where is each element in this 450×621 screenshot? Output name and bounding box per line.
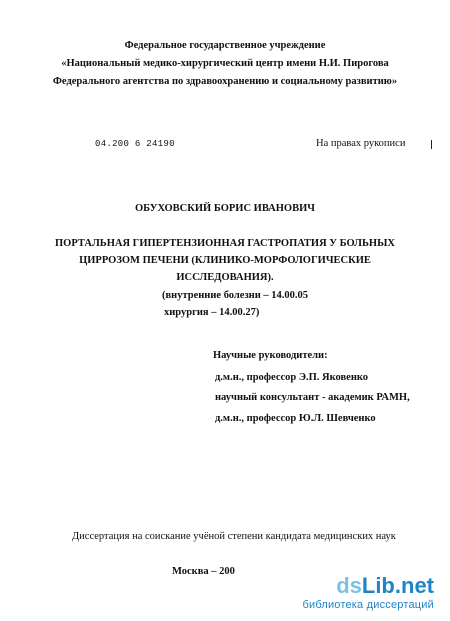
supervisor-line-1: д.м.н., профессор Э.П. Яковенко bbox=[215, 372, 369, 383]
supervisor-line-3: д.м.н., профессор Ю.Л. Шевченко bbox=[215, 413, 376, 424]
watermark-subtitle: библиотека диссертаций bbox=[302, 599, 434, 611]
title-line-3: ИССЛЕДОВАНИЯ). bbox=[176, 272, 274, 283]
watermark-logo-ds: ds bbox=[336, 573, 362, 598]
rights-notice: На правах рукописи bbox=[316, 138, 406, 149]
city-year: Москва – 200 bbox=[172, 566, 235, 577]
stamp-number: 04.200 6 24190 bbox=[95, 139, 175, 149]
supervisors-heading: Научные руководители: bbox=[213, 350, 328, 361]
watermark-logo-dot: . bbox=[394, 573, 401, 598]
watermark-logo-lib: Lib bbox=[361, 573, 395, 598]
degree-statement: Диссертация на соискание учёной степени кандидата медицинских наук bbox=[72, 531, 396, 542]
watermark bbox=[302, 575, 434, 611]
specialty-line-1: (внутренние болезни – 14.00.05 bbox=[162, 290, 309, 301]
institution-line-1: Федеральное государственное учреждение bbox=[124, 40, 326, 51]
title-line-2: ЦИРРОЗОМ ПЕЧЕНИ (КЛИНИКО-МОРФОЛОГИЧЕСКИЕ bbox=[79, 255, 371, 266]
margin-mark bbox=[431, 140, 432, 149]
watermark-logo-net: net bbox=[401, 573, 434, 598]
institution-line-2: «Национальный медико-хирургический центр имени Н.И. Пирогова bbox=[61, 58, 389, 69]
specialty-line-2: хирургия – 14.00.27) bbox=[164, 307, 260, 318]
institution-line-3: Федерального агентства по здравоохранению и социальному развитию» bbox=[52, 76, 398, 87]
supervisor-line-2: научный консультант - академик РАМН, bbox=[215, 392, 410, 403]
watermark-logo bbox=[302, 575, 434, 597]
title-line-1: ПОРТАЛЬНАЯ ГИПЕРТЕНЗИОННАЯ ГАСТРОПАТИЯ У БОЛЬНЫХ bbox=[55, 238, 395, 249]
author-name: ОБУХОВСКИЙ БОРИС ИВАНОВИЧ bbox=[135, 203, 315, 214]
